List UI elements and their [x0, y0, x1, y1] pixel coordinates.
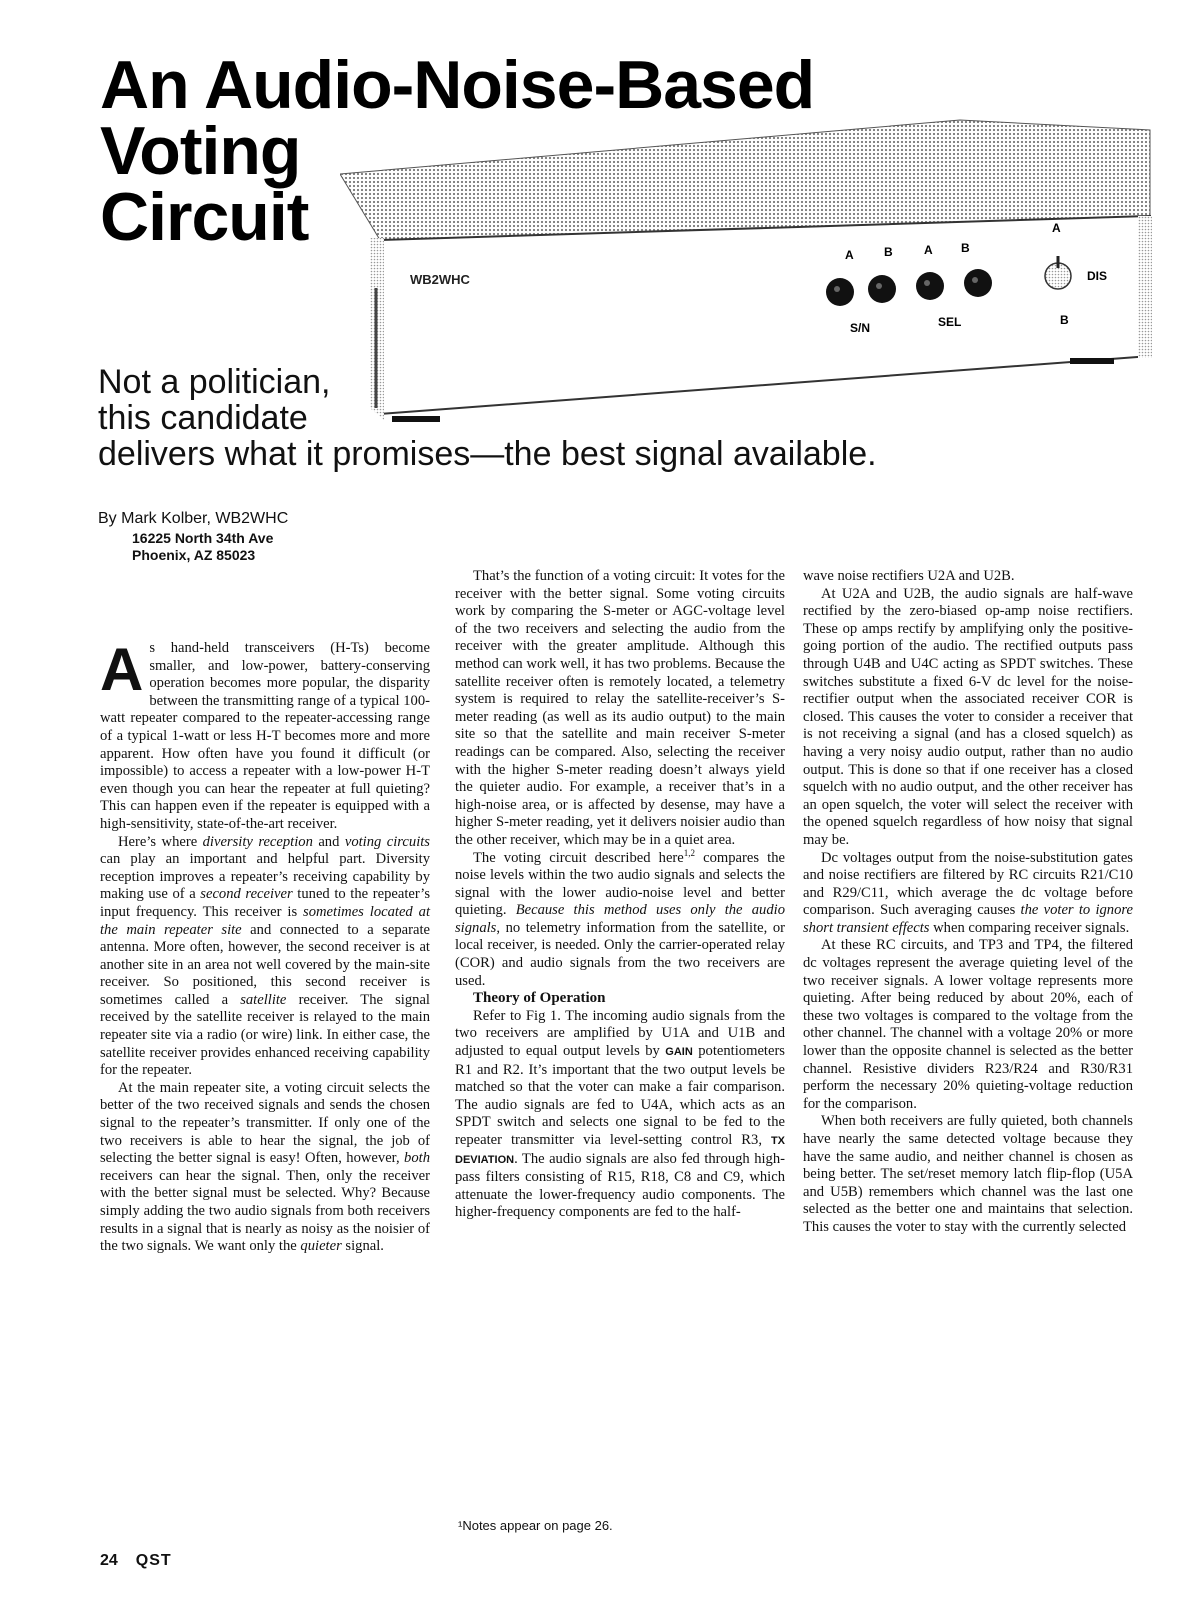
- section-heading: Theory of Operation: [473, 990, 606, 1007]
- knob-label-4: B: [961, 241, 970, 255]
- title-line-1: An Audio-Noise-Based: [100, 47, 815, 123]
- byline: [98, 508, 288, 564]
- page-footer: [100, 1552, 172, 1570]
- panel-brand: WB2WHC: [410, 272, 470, 287]
- paragraph: When both receivers are fully quieted, both channels have nearly the same detected voltage because they have the same audio, and neither channel is chosen as being better. The set/reset memory latch flip-flop (U5A and U5B) remembers which channel was the last one selected as the better one and maintains that selection. This causes the voter to stay with the currently selected: [803, 1113, 1133, 1235]
- knob-sel-b: [964, 269, 992, 297]
- paragraph: Refer to Fig 1. The incoming audio signals from the two receivers are amplified by U1A and U1B and adjusted to equal output levels by GAIN potentiometers R1 and R2. It’s important that the two output levels be matched so that the voter can make a fair comparison. The audio signals are fed to U4A, which acts as an SPDT switch and selects one signal to be fed to the repeater transmitter via level-setting control R3, TX DEVIATION. The audio signals are also fed through high-pass filters consisting of R15, R18, C8 and C9, which attenuate the lower-frequency audio components. The higher-frequency components are fed to the half-: [455, 1007, 785, 1221]
- article-subtitle: [98, 364, 877, 472]
- knob-label-3: A: [924, 243, 933, 257]
- paragraph: Here’s where diversity reception and voting circuits can play an important and helpful part. Diversity reception improves a repeater’s receiving capability by making use of a second receiver tuned to the repeater’s input frequency. This receiver is sometimes located at the main repeater site and connected to a separate antenna. More often, however, the second receiver is at another site in an area not well covered by the main-site receiver. So positioned, this second receiver is sometimes called a satellite receiver. The signal received by the satellite receiver is relayed to the main repeater site via a radio (or wire) link. In either case, the satellite receiver provides enhanced receiving capability for the repeater.: [100, 833, 430, 1079]
- paragraph: At these RC circuits, and TP3 and TP4, the filtered dc voltages represent the average quieting level of the two receiver signals. A lower voltage represents more quieting. After being reduced by about 20%, each of these two voltages is compared to the voltage from the other channel. The channel with a voltage 20% or more lower than the opposite channel is selected as the better channel. Resistive dividers R23/R24 and R30/R31 perform the necessary 20% quieting-voltage reduction for the comparison.: [803, 937, 1133, 1112]
- column-2: [455, 568, 785, 1222]
- knob-sel-a: [916, 272, 944, 300]
- magazine-logo: QST: [135, 1552, 172, 1569]
- knob-label-1: A: [845, 248, 854, 262]
- paragraph: As hand-held transceivers (H-Ts) become smaller, and low-power, battery-conserving operation becomes more popular, the disparity between the transmitting range of a typical 100-watt repeater compared to the repeater-accessing range of a typical 1-watt or less H-T becomes more and more apparent. How often have you found it difficult (or impossible) to access a repeater with a low-power H-T even though you can hear the repeater at full quieting? This can happen even if the repeater is equipped with a high-sensitivity, state-of-the-art receiver.: [100, 636, 430, 832]
- paragraph: At U2A and U2B, the audio signals are half-wave rectified by the zero-biased op-amp noise rectifiers. These op amps rectify by amplifying only the positive-going portion of the audio. The rectified outputs pass through U4B and U4C acting as SPDT switches. These switches substitute a fixed 6-V dc level for the noise-rectifier output when the associated receiver COR is closed. This causes the voter to consider a receiver that is not receiving a signal (and has a closed squelch) as having a very noisy audio output, rather than no audio output. This is done so that if one receiver has a closed squelch with no audio output, and the other receiver has an open squelch, the voter will select the receiver with the opened squelch regardless of how noisy that signal may be.: [803, 585, 1133, 848]
- address-line-2: Phoenix, AZ 85023: [132, 547, 256, 563]
- paragraph: wave noise rectifiers U2A and U2B.: [803, 568, 1015, 584]
- paragraph: That’s the function of a voting circuit: It votes for the receiver with the better signal. Some voting circuits work by comparing the S-meter or AGC-voltage level of the two receivers and selecting the audio from the receiver with the greater amplitude. Although this method can work well, it has two problems. Because the satellite receiver often is remotely located, a telemetry system is required to relay the satellite-receiver’s S-meter reading (as well as its audio output) to the main site so that the satellite and main receiver S-meter readings can be compared. Also, selecting the receiver with the higher S-meter reading doesn’t always yield the quieter audio. For example, a receiver that’s in a high-noise area, or is affected by desense, may have a higher S-meter reading, yet it delivers noisier audio than the other receiver, which may be in a quiet area.: [455, 568, 785, 848]
- paragraph: At the main repeater site, a voting circuit selects the better of the two received signals and sends the chosen signal to the repeater’s transmitter. If only one of the two receivers is able to hear the signal, the job of selecting the better signal is easy! Often, however, both receivers can hear the signal. Then, only the receiver with the better signal must be selected. Why? Because simply adding the two audio signals from both receivers results in a signal that is nearly as noisy as the noisier of the two signals. We want only the quieter signal.: [100, 1079, 430, 1255]
- address-line-1: 16225 North 34th Ave: [132, 530, 274, 546]
- switch-label-bottom: B: [1060, 313, 1069, 327]
- subtitle-line-3: delivers what it promises—the best signal available.: [98, 435, 877, 473]
- drop-cap: A: [100, 636, 144, 703]
- switch-label-side: DIS: [1087, 269, 1108, 283]
- cabinet-right-edge: [1138, 216, 1152, 358]
- subtitle-line-2: this candidate: [98, 399, 308, 437]
- knob-sn-b: [868, 275, 896, 303]
- knob-label-2: B: [884, 245, 893, 259]
- title-line-3: Circuit: [100, 179, 309, 255]
- title-line-2: Voting: [100, 113, 301, 189]
- author: By Mark Kolber, WB2WHC: [98, 510, 289, 527]
- paragraph: Dc voltages output from the noise-substitution gates and noise rectifiers are filtered by RC circuits R21/C10 and R29/C11, which average the dc voltage before comparison. Such averaging causes the voter to ignore short transient effects when comparing receiver signals.: [803, 849, 1134, 936]
- page-number: 24: [100, 1552, 118, 1569]
- column-3: [803, 568, 1133, 1237]
- column-1: [100, 636, 430, 1256]
- foot-right: [1070, 358, 1114, 364]
- knob-sn-a: [826, 278, 854, 306]
- switch-label-top: A: [1052, 221, 1061, 235]
- subtitle-line-1: Not a politician,: [98, 363, 331, 401]
- author-address: [98, 530, 288, 564]
- panel-label-sel: SEL: [938, 315, 962, 329]
- panel-label-sn: S/N: [850, 321, 871, 335]
- paragraph: The voting circuit described here$^{1,2}$ compares the noise levels within the two audio signals and selects the signal with the lower audio-noise level and better quieting. Because this method uses only the audio signals, no telemetry information from the satellite, or local receiver, is needed. Only the carrier-operated relay (COR) and audio signals from the two receivers are used.: [455, 847, 785, 989]
- footnote: ¹Notes appear on page 26.: [458, 1518, 613, 1533]
